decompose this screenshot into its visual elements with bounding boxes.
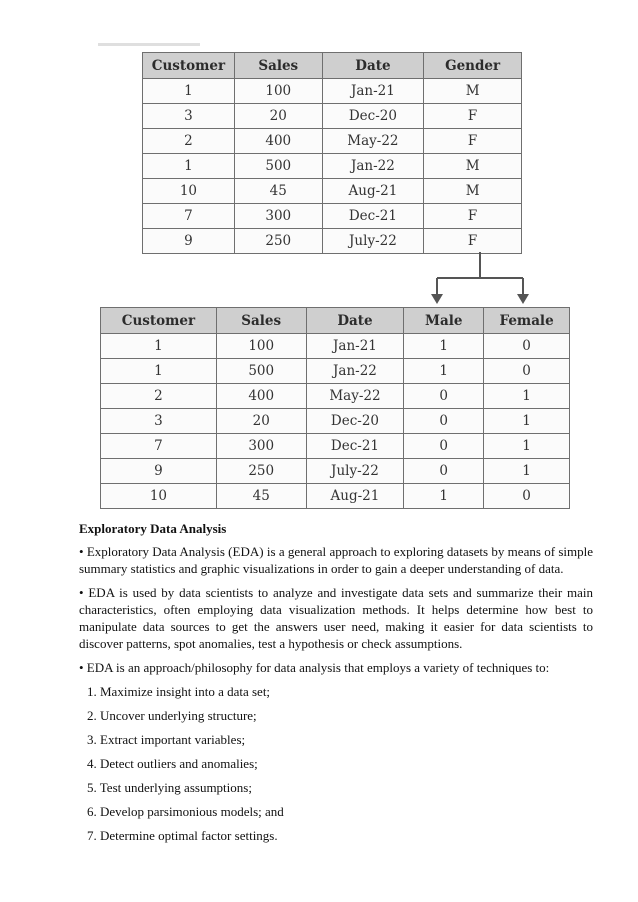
table-cell: 9 <box>143 229 235 254</box>
table-cell: 1 <box>484 459 570 484</box>
table-cell: 300 <box>216 434 306 459</box>
table-cell: Dec-20 <box>322 104 424 129</box>
table-cell: F <box>424 129 522 154</box>
column-header: Date <box>306 308 404 334</box>
table-cell: 2 <box>101 384 217 409</box>
list-item: 2. Uncover underlying structure; <box>87 708 257 723</box>
table-cell: 9 <box>101 459 217 484</box>
column-header: Sales <box>234 53 322 79</box>
encoded-data-table <box>100 307 570 509</box>
table-cell: 400 <box>216 384 306 409</box>
table-cell: Jan-21 <box>322 79 424 104</box>
table-cell: 100 <box>234 79 322 104</box>
table-cell: F <box>424 104 522 129</box>
column-header: Customer <box>143 53 235 79</box>
table-row <box>101 384 570 409</box>
table-cell: 10 <box>143 179 235 204</box>
column-header: Male <box>404 308 484 334</box>
table-cell: 7 <box>101 434 217 459</box>
table-cell: 250 <box>216 459 306 484</box>
list-item: 1. Maximize insight into a data set; <box>87 684 271 699</box>
table-cell: Aug-21 <box>322 179 424 204</box>
table-cell: 0 <box>404 434 484 459</box>
table-cell: Jan-21 <box>306 334 404 359</box>
table-cell: 0 <box>484 484 570 509</box>
table-cell: 500 <box>216 359 306 384</box>
table-cell: 1 <box>484 384 570 409</box>
table-cell: 500 <box>234 154 322 179</box>
table-row <box>101 409 570 434</box>
column-header: Gender <box>424 53 522 79</box>
table-cell: 0 <box>404 459 484 484</box>
column-header: Date <box>322 53 424 79</box>
arrow-left-head <box>431 294 443 304</box>
table-row <box>101 359 570 384</box>
table-cell: 400 <box>234 129 322 154</box>
table-cell: 0 <box>484 359 570 384</box>
paragraph-usage: • EDA is used by data scientists to analyze and investigate data sets and summarize their main characteristics, often employing data visualization methods. It helps determine how best to manipulate data sources to get the answers user need, making it easier for data scientists to discover patterns, spot anomalies, test a hypothesis or check assumptions. <box>79 585 593 651</box>
table-cell: F <box>424 204 522 229</box>
table-cell: 3 <box>101 409 217 434</box>
table-cell: Jan-22 <box>322 154 424 179</box>
table-cell: F <box>424 229 522 254</box>
table-cell: 1 <box>143 154 235 179</box>
table-cell: 45 <box>234 179 322 204</box>
list-item: 7. Determine optimal factor settings. <box>87 828 278 843</box>
document-body <box>79 520 593 851</box>
table-row <box>101 459 570 484</box>
table-row <box>101 434 570 459</box>
table-cell: 45 <box>216 484 306 509</box>
column-header: Female <box>484 308 570 334</box>
table-cell: Aug-21 <box>306 484 404 509</box>
table-cell: 250 <box>234 229 322 254</box>
table-cell: M <box>424 79 522 104</box>
list-item: 3. Extract important variables; <box>87 732 246 747</box>
table-cell: 7 <box>143 204 235 229</box>
section-heading: Exploratory Data Analysis <box>79 521 227 536</box>
column-header: Customer <box>101 308 217 334</box>
table-cell: 3 <box>143 104 235 129</box>
table-cell: 20 <box>234 104 322 129</box>
arrow-right-head <box>517 294 529 304</box>
table-cell: M <box>424 179 522 204</box>
list-item: 6. Develop parsimonious models; and <box>87 804 284 819</box>
table-cell: Dec-20 <box>306 409 404 434</box>
table-cell: 300 <box>234 204 322 229</box>
table-cell: Dec-21 <box>306 434 404 459</box>
table-cell: 0 <box>404 384 484 409</box>
table-cell: 100 <box>216 334 306 359</box>
table-cell: July-22 <box>322 229 424 254</box>
table-cell: 2 <box>143 129 235 154</box>
table-cell: 1 <box>484 434 570 459</box>
table-cell: July-22 <box>306 459 404 484</box>
table-cell: Jan-22 <box>306 359 404 384</box>
table-cell: 1 <box>404 484 484 509</box>
table-header-row <box>101 308 570 334</box>
table-row <box>101 484 570 509</box>
table-cell: 1 <box>143 79 235 104</box>
table-cell: 1 <box>404 334 484 359</box>
table-cell: May-22 <box>322 129 424 154</box>
table-cell: 1 <box>101 359 217 384</box>
list-item: 5. Test underlying assumptions; <box>87 780 252 795</box>
table-cell: 0 <box>404 409 484 434</box>
table-cell: 1 <box>404 359 484 384</box>
list-item: 4. Detect outliers and anomalies; <box>87 756 258 771</box>
table-cell: May-22 <box>306 384 404 409</box>
paragraph-techniques: • EDA is an approach/philosophy for data analysis that employs a variety of techniques to: <box>79 660 550 675</box>
paragraph-definition: • Exploratory Data Analysis (EDA) is a general approach to exploring datasets by means of simple summary statistics and graphic visualizations in order to gain a deeper understanding of data. <box>79 544 593 576</box>
technique-list <box>79 683 593 844</box>
column-header: Sales <box>216 308 306 334</box>
table-cell: 20 <box>216 409 306 434</box>
table-cell: Dec-21 <box>322 204 424 229</box>
table-cell: 10 <box>101 484 217 509</box>
table-cell: 0 <box>484 334 570 359</box>
table-cell: 1 <box>101 334 217 359</box>
table-row <box>101 334 570 359</box>
table-cell: 1 <box>484 409 570 434</box>
table-cell: M <box>424 154 522 179</box>
